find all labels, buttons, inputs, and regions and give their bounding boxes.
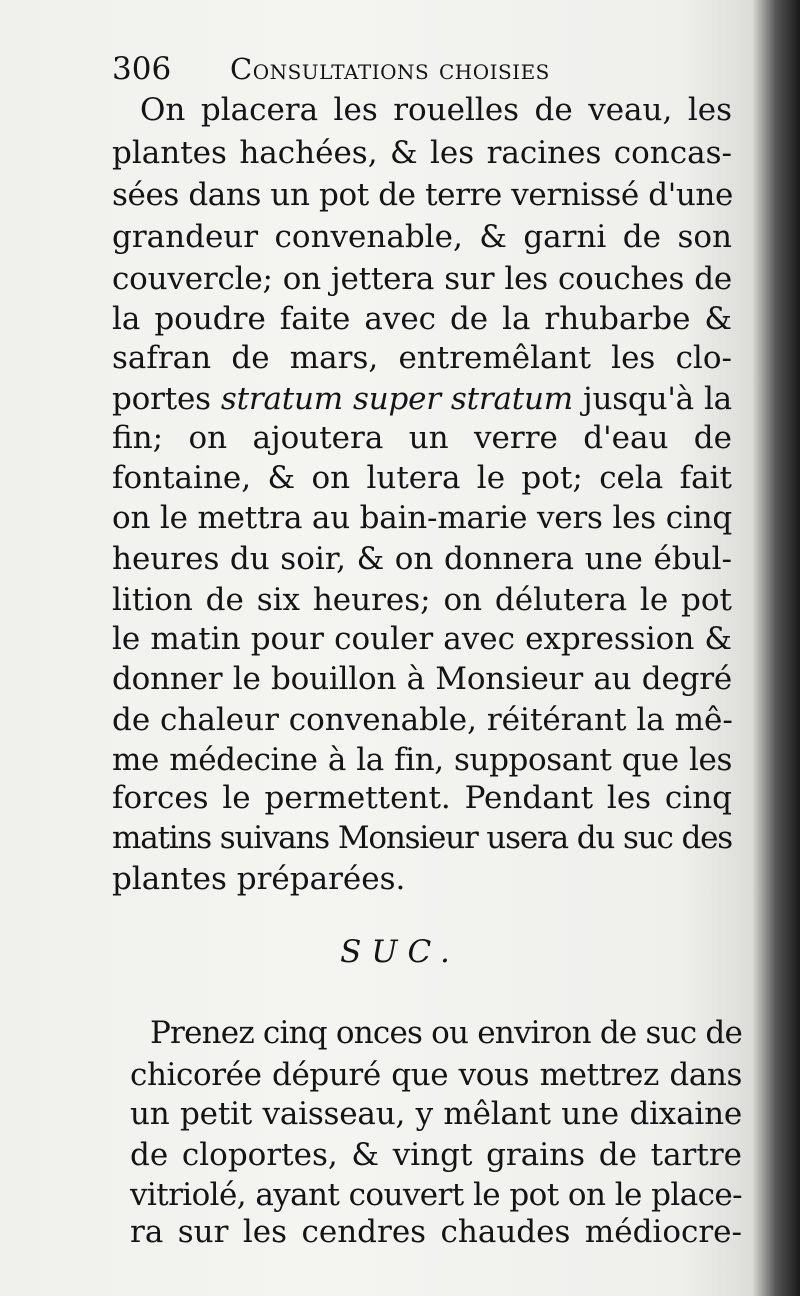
text-line: de cloportes, & vingt grains de tartre <box>130 1137 742 1173</box>
text-line: portes stratum super stratum jusqu'à la <box>112 381 732 417</box>
text-line: sées dans un pot de terre vernissé d'une <box>112 177 733 213</box>
text-line: donner le bouillon à Monsieur au degré <box>112 661 732 697</box>
text-line: vitriolé, ayant couvert le pot on le place- <box>130 1177 742 1213</box>
text-line: le matin pour couler avec expression & <box>112 621 732 657</box>
text-line: heures du soir, & on donnera une ébul- <box>112 541 732 577</box>
text-line: la poudre faite avec de la rhubarbe & <box>112 301 732 337</box>
text-line: plantes préparées. <box>112 861 406 897</box>
text-line: chicorée dépuré que vous mettrez dans <box>130 1057 742 1093</box>
text-line: ra sur les cendres chaudes médiocre- <box>130 1214 742 1250</box>
text-line: me médecine à la fin, supposant que les <box>112 742 732 778</box>
section-title: SUC. <box>340 934 460 970</box>
text-line: lition de six heures; on délutera le pot <box>112 582 732 618</box>
text-line: fontaine, & on lutera le pot; cela fait <box>112 460 732 496</box>
text-line: on le mettra au bain-marie vers les cinq <box>112 500 732 536</box>
text-line: fin; on ajoutera un verre d'eau de <box>112 420 732 456</box>
text-line: plantes hachées, & les racines concas- <box>112 135 732 171</box>
text-line: grandeur convenable, & garni de son <box>112 219 732 255</box>
text-line: safran de mars, entremêlant les clo- <box>112 340 732 376</box>
text-line: forces le permettent. Pendant les cinq <box>112 780 732 816</box>
latin-phrase: stratum super stratum <box>220 381 573 417</box>
running-head: Consultations choisies <box>230 52 550 86</box>
page-number: 306 <box>112 51 172 87</box>
page-header <box>112 48 752 90</box>
text-line: On placera les rouelles de veau, les <box>140 92 732 128</box>
text-line: un petit vaisseau, y mêlant une dixaine <box>130 1096 742 1132</box>
text-line: de chaleur convenable, réitérant la mê- <box>112 702 733 738</box>
text-line: Prenez cinq onces ou environ de suc de <box>150 1015 743 1051</box>
text-line: couvercle; on jettera sur les couches de <box>112 261 732 297</box>
text-line: matins suivans Monsieur usera du suc des <box>112 820 732 856</box>
